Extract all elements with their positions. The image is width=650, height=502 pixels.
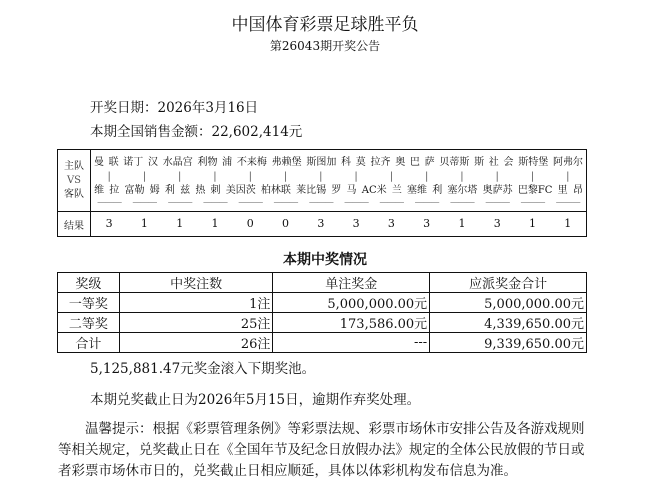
home-team-name: 曼 <box>93 156 104 168</box>
label-home: 主队 <box>64 160 84 172</box>
prize-level: 合计 <box>58 333 120 353</box>
deadline-text: 本期兑奖截止日为2026年5月15日，逾期作弃奖处理。 <box>90 392 421 408</box>
separator-dash: ——— <box>238 197 263 208</box>
home-team-name: 科 <box>341 156 352 168</box>
header-unit-prize: 单注奖金 <box>273 273 430 293</box>
home-team-name: 拉齐 <box>370 156 391 168</box>
home-teams-row <box>92 155 586 171</box>
separator-dash: ——— <box>167 197 192 208</box>
vs-mark: | <box>495 170 499 182</box>
separator-dash: ——— <box>485 197 510 208</box>
vs-mark: | <box>248 170 252 182</box>
away-team-name: 塞维 <box>407 184 428 196</box>
separator-dash: ——— <box>202 197 227 208</box>
match-result: 1 <box>140 217 148 231</box>
away-team-name: 刺 <box>210 184 221 196</box>
home-team-name: 汉 <box>148 156 159 168</box>
vs-mark: | <box>354 170 358 182</box>
home-team-name: 阿弗尔 <box>552 156 583 168</box>
away-team-name: 利 <box>432 184 443 196</box>
home-team-name: 奥 <box>395 156 406 168</box>
separator-dash: ——— <box>273 197 298 208</box>
prize-total: 9,339,650.00元 <box>430 333 587 353</box>
separator-dash: ——— <box>414 197 439 208</box>
label-result: 结果 <box>58 212 91 237</box>
away-team-name: 马 <box>346 184 357 196</box>
header-level: 奖级 <box>58 273 120 293</box>
away-team-name: 昂 <box>572 184 583 196</box>
match-result: 1 <box>564 217 572 231</box>
away-team-name: 塞尔塔 <box>447 184 478 196</box>
home-team-name: 萨 <box>424 156 435 168</box>
vs-mark: | <box>107 170 111 182</box>
separator-dash: ——— <box>379 197 404 208</box>
match-result: 1 <box>211 217 219 231</box>
away-team-name: 拉 <box>109 184 120 196</box>
match-result: 3 <box>423 217 431 231</box>
home-team-name: 利物 <box>197 156 218 168</box>
prize-level: 一等奖 <box>58 293 120 313</box>
vs-mark: | <box>460 170 464 182</box>
issue-subtitle: 第26043期开奖公告 <box>269 39 381 53</box>
match-result: 1 <box>529 217 537 231</box>
header-count: 中奖注数 <box>119 273 273 293</box>
prize-count: 1注 <box>119 293 273 313</box>
label-away: 客队 <box>64 188 84 200</box>
separator-dash: ——— <box>344 197 369 208</box>
home-team-name: 贝蒂斯 <box>439 156 470 168</box>
match-result: 3 <box>317 217 325 231</box>
away-team-name: 奥萨苏 <box>482 184 513 196</box>
total-sales: 本期全国销售金额：22,602,414元 <box>90 124 303 140</box>
away-team-name: 罗 <box>331 184 342 196</box>
vs-mark: | <box>178 170 182 182</box>
results-row <box>92 214 586 234</box>
prize-count: 25注 <box>119 313 273 333</box>
prize-count: 26注 <box>119 333 273 353</box>
home-team-name: 斯特堡 <box>518 156 549 168</box>
vs-mark: | <box>213 170 217 182</box>
away-team-name: 柏林联 <box>260 184 291 196</box>
rollover-text: 5,125,881.47元奖金滚入下期奖池。 <box>90 361 316 377</box>
match-table <box>57 149 587 237</box>
away-team-name: 热 <box>195 184 206 196</box>
prize-total: 5,000,000.00元 <box>430 293 587 313</box>
separator-dash: ——— <box>97 197 122 208</box>
away-team-name: 利 <box>164 184 175 196</box>
separator-dash: ——— <box>132 197 157 208</box>
home-team-name: 会 <box>503 156 514 168</box>
separator-row <box>92 199 586 207</box>
vs-mark: | <box>319 170 323 182</box>
table-row <box>58 293 587 313</box>
away-team-name: 维 <box>94 184 105 196</box>
label-vs: VS <box>66 174 82 186</box>
table-row <box>58 313 587 333</box>
home-team-name: 社 <box>488 156 499 168</box>
home-team-name: 浦 <box>222 156 233 168</box>
home-team-name: 巴 <box>409 156 420 168</box>
match-result: 0 <box>282 217 290 231</box>
home-team-name: 联 <box>108 156 119 168</box>
match-result: 0 <box>246 217 254 231</box>
match-result: 3 <box>387 217 395 231</box>
home-team-name: 水晶宫 <box>162 156 193 168</box>
table-row <box>58 333 587 353</box>
away-team-name: 里 <box>557 184 568 196</box>
separator-dash: ——— <box>555 197 580 208</box>
away-team-name: 富勒 <box>124 184 145 196</box>
home-team-name: 诺丁 <box>123 156 144 168</box>
away-team-name: 兰 <box>391 184 402 196</box>
match-row-labels <box>58 150 91 212</box>
home-team-name: 不来梅 <box>236 156 267 168</box>
home-team-name: 斯 <box>474 156 485 168</box>
vs-mark: | <box>389 170 394 182</box>
away-team-name: 巴黎FC <box>517 184 553 196</box>
prize-section-title: 本期中奖情况 <box>283 252 367 268</box>
prize-table <box>57 272 587 353</box>
home-team-name: 弗赖堡 <box>271 156 302 168</box>
away-teams-row <box>92 183 586 199</box>
away-team-name: 美因茨 <box>225 184 256 196</box>
away-team-name: 兹 <box>180 184 191 196</box>
prize-unit: 173,586.00元 <box>273 313 430 333</box>
home-team-name: 斯图加 <box>306 156 337 168</box>
away-team-name: 姆 <box>149 184 160 196</box>
prize-unit: --- <box>273 333 430 353</box>
prize-unit: 5,000,000.00元 <box>273 293 430 313</box>
vs-mark: | <box>283 170 288 182</box>
vs-mark: | <box>142 170 147 182</box>
vs-mark: | <box>424 170 429 182</box>
header-total-prize: 应派奖金合计 <box>430 273 587 293</box>
separator-dash: ——— <box>449 197 474 208</box>
home-team-name: 莫 <box>355 156 366 168</box>
vs-mark: | <box>530 170 535 182</box>
separator-dash: ——— <box>308 197 333 208</box>
match-result: 3 <box>105 217 113 231</box>
prize-total: 4,339,650.00元 <box>430 313 587 333</box>
match-results <box>91 212 587 237</box>
separator-dash: ——— <box>520 197 545 208</box>
notice-text: 温馨提示：根据《彩票管理条例》等彩票法规、彩票市场休市安排公告及各游戏规则等相关规定，兑奖截止日在《全国年节及纪念日放假办法》规定的全体公民放假的节日或者彩票市场休市日的，兑奖截止日相应顺延，具体以体彩机构发布信息为准。 <box>58 421 585 479</box>
prize-header-row <box>58 273 587 293</box>
match-teams <box>91 150 587 212</box>
prize-level: 二等奖 <box>58 313 120 333</box>
vs-row <box>92 171 586 183</box>
match-result: 1 <box>458 217 466 231</box>
page-title: 中国体育彩票足球胜平负 <box>231 15 419 35</box>
match-result: 3 <box>493 217 501 231</box>
match-result: 1 <box>176 217 184 231</box>
away-team-name: 莱比锡 <box>296 184 327 196</box>
match-result: 3 <box>352 217 360 231</box>
vs-mark: | <box>566 170 570 182</box>
away-team-name: AC米 <box>361 184 387 196</box>
draw-date: 开奖日期：2026年3月16日 <box>90 100 259 116</box>
